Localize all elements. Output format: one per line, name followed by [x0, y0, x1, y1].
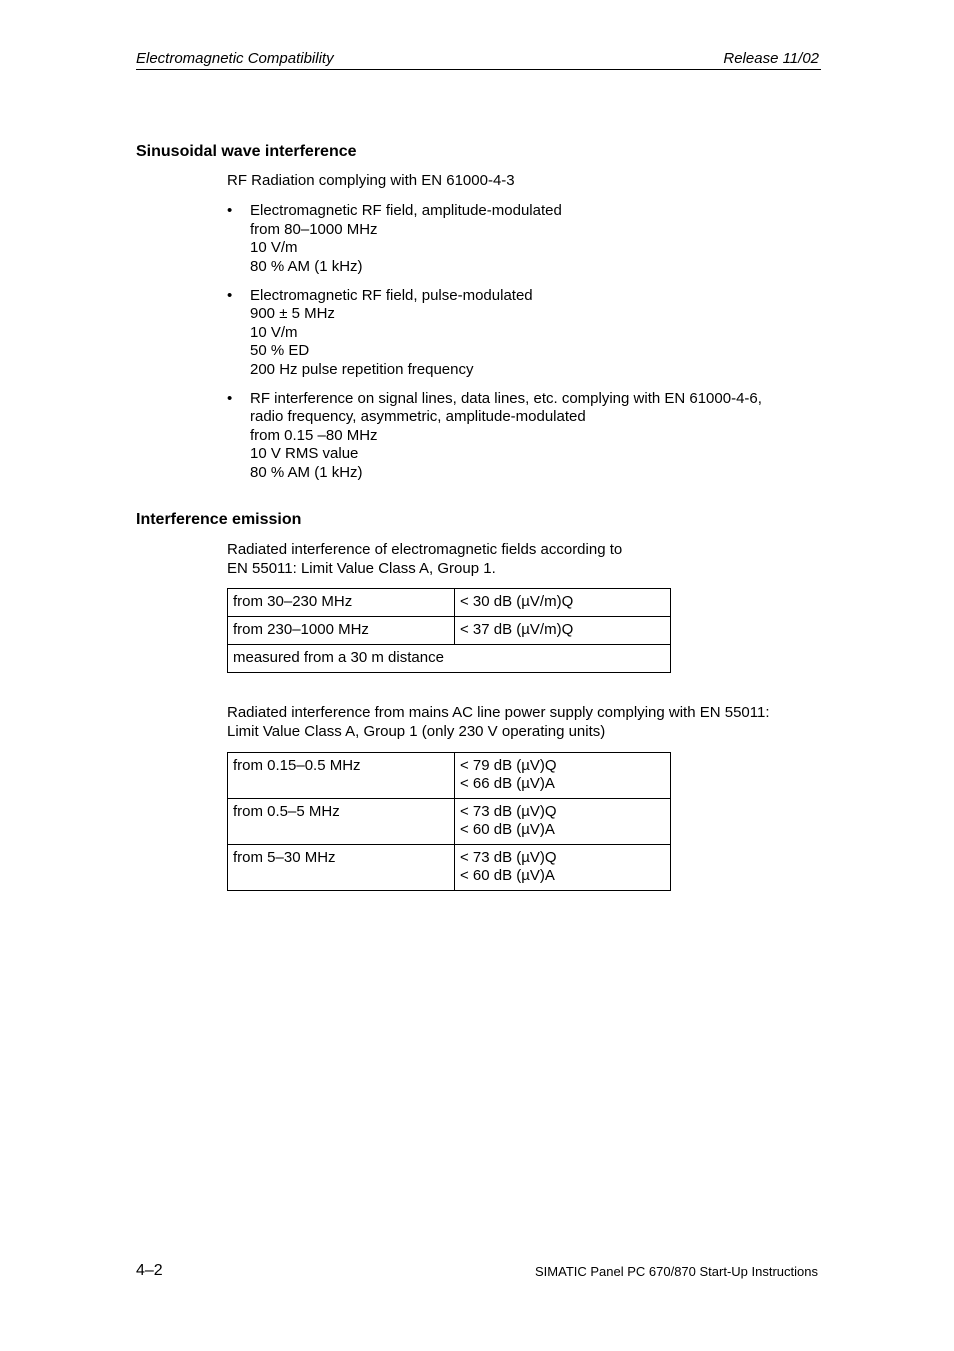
table-cell: < 73 dB (µV)Q < 60 dB (µV)A	[455, 845, 671, 891]
header-chapter-title: Electromagnetic Compatibility	[136, 50, 334, 67]
table-cell: from 5–30 MHz	[228, 845, 455, 891]
table-cell: < 37 dB (µV/m)Q	[455, 617, 671, 645]
table-cell: from 230–1000 MHz	[228, 617, 455, 645]
table-row	[228, 645, 671, 673]
table-cell: from 0.15–0.5 MHz	[228, 753, 455, 799]
table-cell: from 30–230 MHz	[228, 589, 455, 617]
bullet-icon: •	[227, 286, 233, 304]
footer-document-title: SIMATIC Panel PC 670/870 Start-Up Instructions	[535, 1264, 818, 1279]
mains-emission-table	[227, 752, 671, 891]
section-heading-emission: Interference emission	[136, 511, 302, 528]
table-cell: from 0.5–5 MHz	[228, 799, 455, 845]
page-number: 4–2	[136, 1262, 163, 1279]
table-cell: < 73 dB (µV)Q < 60 dB (µV)A	[455, 799, 671, 845]
table-row	[228, 617, 671, 645]
field-emission-table	[227, 588, 671, 673]
section2-intro2: Radiated interference from mains AC line power supply complying with EN 55011: Limit Value Class A, Group 1 (only 230 V operating units)	[227, 704, 770, 740]
section-heading-sinusoidal: Sinusoidal wave interference	[136, 143, 357, 160]
interference-bullet-list	[227, 202, 827, 493]
table-cell: < 79 dB (µV)Q < 66 dB (µV)A	[455, 753, 671, 799]
bullet-icon: •	[227, 389, 233, 407]
table-row	[228, 589, 671, 617]
table-cell: < 30 dB (µV/m)Q	[455, 589, 671, 617]
list-item: • Electromagnetic RF field, pulse-modulated 900 ± 5 MHz 10 V/m 50 % ED 200 Hz pulse repetition frequency	[227, 286, 533, 378]
section1-intro: RF Radiation complying with EN 61000-4-3	[227, 172, 515, 189]
list-item: • Electromagnetic RF field, amplitude-modulated from 80–1000 MHz 10 V/m 80 % AM (1 kHz)	[227, 202, 562, 275]
table-footnote-cell: measured from a 30 m distance	[228, 645, 671, 673]
section2-intro1: Radiated interference of electromagnetic fields according to EN 55011: Limit Value Class A, Group 1.	[227, 541, 623, 577]
table-row	[228, 753, 671, 799]
page-header	[136, 48, 821, 70]
list-item: • RF interference on signal lines, data lines, etc. complying with EN 61000-4-6, radio frequency, asymmetric, amplitude-modulated from 0.15 –80 MHz 10 V RMS value 80 % AM (1 kHz)	[227, 389, 762, 481]
table-row	[228, 845, 671, 891]
header-release: Release 11/02	[723, 50, 819, 67]
bullet-icon: •	[227, 202, 233, 219]
table-row	[228, 799, 671, 845]
